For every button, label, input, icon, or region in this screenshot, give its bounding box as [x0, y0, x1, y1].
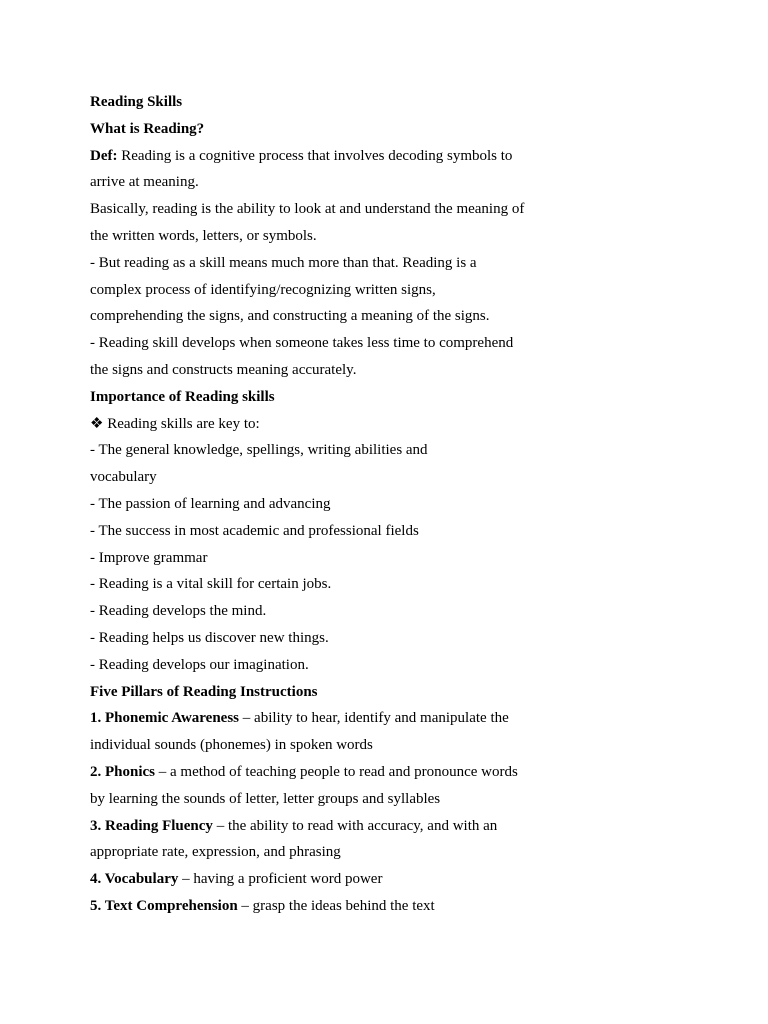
pillar-3-label: 3. Reading Fluency	[90, 817, 213, 834]
pillar-5-text: – grasp the ideas behind the text	[237, 897, 435, 914]
basically-line-2: the written words, letters, or symbols.	[90, 227, 317, 244]
basically-line-1: Basically, reading is the ability to look at and understand the meaning of	[90, 201, 525, 218]
heading-five-pillars: Five Pillars of Reading Instructions	[90, 683, 318, 700]
document-title: Reading Skills	[90, 94, 183, 110]
importance-item: - Improve grammar	[90, 549, 208, 566]
pillar-5-line-1	[90, 893, 690, 920]
pillar-2-label: 2. Phonics	[90, 763, 156, 780]
definition-label: Def:	[90, 147, 118, 164]
importance-item: vocabulary	[90, 469, 157, 486]
key-intro-line: ❖ Reading skills are key to:	[90, 415, 260, 432]
pillar-2-line-1	[90, 759, 690, 786]
pillar-2-text: – a method of teaching people to read and pronounce words	[155, 763, 518, 780]
pillar-1-line-2: individual sounds (phonemes) in spoken words	[90, 737, 373, 754]
pillar-4-text: – having a proficient word power	[178, 871, 383, 888]
develops-line-2: the signs and constructs meaning accurately.	[90, 361, 357, 378]
skill-line-3: comprehending the signs, and constructing a meaning of the signs.	[90, 308, 490, 325]
develops-line-1: - Reading skill develops when someone takes less time to comprehend	[90, 335, 514, 352]
pillar-4-line-1	[90, 866, 690, 893]
pillar-1-line-1	[90, 705, 690, 732]
definition-line-1	[90, 143, 690, 170]
pillar-5-label: 5. Text Comprehension	[90, 897, 238, 914]
importance-item: - Reading develops our imagination.	[90, 656, 309, 673]
importance-item: - The general knowledge, spellings, writing abilities and	[90, 442, 428, 459]
skill-line-2: complex process of identifying/recognizing written signs,	[90, 281, 436, 298]
definition-line-2: arrive at meaning.	[90, 174, 199, 191]
pillar-3-text: – the ability to read with accuracy, and with an	[212, 817, 498, 834]
pillar-4-label: 4. Vocabulary	[90, 871, 179, 888]
definition-text: Reading is a cognitive process that involves decoding symbols to	[117, 147, 513, 164]
document-page	[90, 89, 690, 920]
heading-what-is-reading: What is Reading?	[90, 120, 205, 137]
pillar-3-line-2: appropriate rate, expression, and phrasing	[90, 844, 341, 861]
pillar-2-line-2: by learning the sounds of letter, letter groups and syllables	[90, 790, 441, 807]
importance-item: - The passion of learning and advancing	[90, 495, 331, 512]
importance-item: - Reading develops the mind.	[90, 603, 267, 620]
pillar-3-line-1	[90, 813, 690, 840]
importance-item: - Reading helps us discover new things.	[90, 629, 329, 646]
pillar-1-text: – ability to hear, identify and manipulate the	[239, 710, 509, 727]
pillar-1-label: 1. Phonemic Awareness	[90, 710, 240, 727]
skill-line-1: - But reading as a skill means much more than that. Reading is a	[90, 254, 477, 271]
heading-importance: Importance of Reading skills	[90, 388, 275, 405]
importance-item: - The success in most academic and professional fields	[90, 522, 419, 539]
importance-item: - Reading is a vital skill for certain jobs.	[90, 576, 332, 593]
